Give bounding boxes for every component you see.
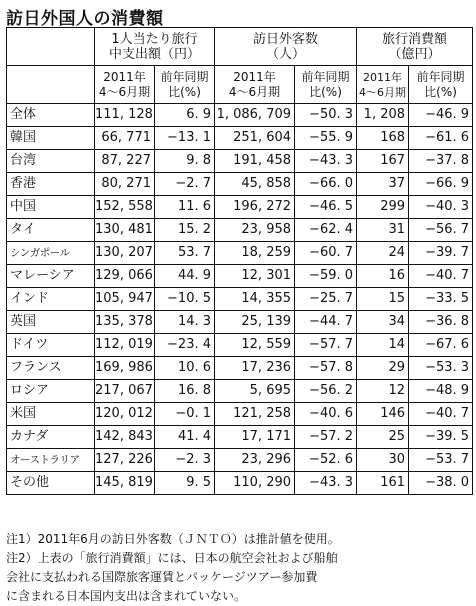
cell-spend-yoy: 9. 8 (155, 150, 215, 173)
table-row (7, 403, 473, 426)
header-period (215, 66, 295, 104)
cell-visitors-yoy: −52. 6 (295, 449, 357, 472)
cell-consumption: 31 (357, 219, 409, 242)
header-consumption-line2: （億円） (388, 46, 441, 62)
cell-consumption: 15 (357, 288, 409, 311)
header-visitors (215, 28, 357, 66)
cell-spend-yoy: −0. 1 (155, 403, 215, 426)
header-period (357, 66, 409, 104)
row-name: 中国 (7, 196, 95, 219)
cell-spend-yoy: −2. 3 (155, 449, 215, 472)
cell-consumption-yoy: −46. 9 (409, 104, 473, 127)
cell-spend: 105, 947 (95, 288, 155, 311)
header-period-line1: 2011年 (363, 70, 403, 84)
cell-spend: 120, 012 (95, 403, 155, 426)
table-row (7, 311, 473, 334)
cell-visitors-yoy: −50. 3 (295, 104, 357, 127)
cell-visitors: 191, 458 (215, 150, 295, 173)
cell-visitors-yoy: −57. 8 (295, 357, 357, 380)
table-row (7, 150, 473, 173)
cell-visitors: 17, 171 (215, 426, 295, 449)
header-period-line1: 2011年 (103, 69, 146, 84)
row-name: カナダ (7, 426, 95, 449)
header-consumption-line1: 旅行消費額 (382, 31, 448, 47)
row-name: オーストラリア (7, 449, 95, 472)
header-yoy (409, 66, 473, 104)
cell-spend: 66, 771 (95, 127, 155, 150)
cell-spend-yoy: 14. 3 (155, 311, 215, 334)
cell-visitors-yoy: −40. 6 (295, 403, 357, 426)
cell-spend-yoy: 16. 8 (155, 380, 215, 403)
header-yoy (155, 66, 215, 104)
table-row (7, 449, 473, 472)
cell-spend-yoy: 44. 9 (155, 265, 215, 288)
header-period-line1: 2011年 (233, 69, 276, 84)
page-title: 訪日外国人の消費額 (6, 9, 164, 29)
cell-visitors: 18, 259 (215, 242, 295, 265)
cell-visitors-yoy: −44. 7 (295, 311, 357, 334)
cell-spend: 111, 128 (95, 104, 155, 127)
cell-spend: 130, 481 (95, 219, 155, 242)
header-yoy-line2: 比(%) (424, 84, 457, 99)
header-yoy-line2: 比(%) (309, 84, 342, 99)
row-name: タイ (7, 219, 95, 242)
cell-consumption-yoy: −38. 0 (409, 472, 473, 495)
header-yoy-line2: 比(%) (168, 84, 201, 99)
header-spend-line1: 1人当たり旅行 (111, 31, 198, 47)
table-row (7, 357, 473, 380)
footnote-line: 会社に支払われる国際旅客運賃とパッケージツアー参加費 (6, 570, 318, 584)
table-row (7, 426, 473, 449)
row-name: その他 (7, 472, 95, 495)
cell-consumption: 168 (357, 127, 409, 150)
header-spend-line2: 中支出額（円） (109, 46, 201, 62)
cell-consumption: 25 (357, 426, 409, 449)
header-period-line2: 4〜6月期 (359, 85, 407, 99)
table-row (7, 472, 473, 495)
row-name: ロシア (7, 380, 95, 403)
cell-spend: 112, 019 (95, 334, 155, 357)
cell-spend-yoy: −10. 5 (155, 288, 215, 311)
cell-visitors-yoy: −43. 3 (295, 472, 357, 495)
row-name: マレーシア (7, 265, 95, 288)
table-row (7, 219, 473, 242)
row-name: ドイツ (7, 334, 95, 357)
header-period-line2: 4〜6月期 (228, 84, 281, 99)
cell-spend-yoy: 9. 5 (155, 472, 215, 495)
cell-consumption: 14 (357, 334, 409, 357)
cell-consumption: 29 (357, 357, 409, 380)
row-name: 英国 (7, 311, 95, 334)
cell-consumption-yoy: −40. 7 (409, 265, 473, 288)
table-row (7, 104, 473, 127)
header-yoy (295, 66, 357, 104)
cell-consumption-yoy: −61. 6 (409, 127, 473, 150)
cell-consumption: 24 (357, 242, 409, 265)
cell-visitors-yoy: −60. 7 (295, 242, 357, 265)
header-visitors-line2: （人） (266, 46, 306, 62)
table-row (7, 380, 473, 403)
cell-visitors-yoy: −43. 3 (295, 150, 357, 173)
cell-spend-yoy: −13. 1 (155, 127, 215, 150)
row-name: 香港 (7, 173, 95, 196)
cell-visitors: 25, 139 (215, 311, 295, 334)
footnotes (6, 530, 472, 606)
header-visitors-line1: 訪日外客数 (253, 31, 319, 47)
cell-spend: 87, 227 (95, 150, 155, 173)
cell-consumption-yoy: −48. 9 (409, 380, 473, 403)
table-row (7, 242, 473, 265)
row-name: 全体 (7, 104, 95, 127)
cell-visitors-yoy: −25. 7 (295, 288, 357, 311)
header-blank-sub (7, 66, 95, 104)
cell-spend: 152, 558 (95, 196, 155, 219)
cell-visitors: 121, 258 (215, 403, 295, 426)
cell-spend-yoy: 41. 4 (155, 426, 215, 449)
cell-visitors: 1, 086, 709 (215, 104, 295, 127)
cell-consumption: 34 (357, 311, 409, 334)
row-name: フランス (7, 357, 95, 380)
cell-consumption: 167 (357, 150, 409, 173)
cell-consumption: 146 (357, 403, 409, 426)
cell-consumption: 1, 208 (357, 104, 409, 127)
table-row (7, 334, 473, 357)
row-name: 韓国 (7, 127, 95, 150)
header-blank (7, 28, 95, 66)
cell-consumption-yoy: −56. 7 (409, 219, 473, 242)
cell-visitors: 110, 290 (215, 472, 295, 495)
cell-visitors: 14, 355 (215, 288, 295, 311)
cell-spend: 127, 226 (95, 449, 155, 472)
header-consumption (357, 28, 473, 66)
cell-visitors: 17, 236 (215, 357, 295, 380)
header-yoy-line1: 前年同期 (301, 69, 350, 84)
row-name: シンガポール (7, 242, 95, 265)
cell-spend-yoy: −23. 4 (155, 334, 215, 357)
cell-spend-yoy: 11. 6 (155, 196, 215, 219)
cell-visitors: 251, 604 (215, 127, 295, 150)
cell-visitors: 12, 301 (215, 265, 295, 288)
cell-consumption-yoy: −66. 9 (409, 173, 473, 196)
table-row (7, 196, 473, 219)
row-name: インド (7, 288, 95, 311)
cell-visitors: 23, 958 (215, 219, 295, 242)
cell-spend: 129, 066 (95, 265, 155, 288)
cell-consumption-yoy: −36. 8 (409, 311, 473, 334)
cell-spend: 135, 378 (95, 311, 155, 334)
cell-spend: 80, 271 (95, 173, 155, 196)
cell-visitors: 45, 858 (215, 173, 295, 196)
cell-spend-yoy: 6. 9 (155, 104, 215, 127)
cell-consumption-yoy: −40. 7 (409, 403, 473, 426)
cell-visitors-yoy: −55. 9 (295, 127, 357, 150)
cell-consumption-yoy: −53. 7 (409, 449, 473, 472)
cell-spend: 142, 843 (95, 426, 155, 449)
cell-visitors: 12, 559 (215, 334, 295, 357)
consumption-table (6, 27, 473, 495)
cell-spend-yoy: 15. 2 (155, 219, 215, 242)
cell-spend-yoy: 53. 7 (155, 242, 215, 265)
cell-visitors: 196, 272 (215, 196, 295, 219)
row-name: 台湾 (7, 150, 95, 173)
cell-visitors-yoy: −59. 0 (295, 265, 357, 288)
cell-consumption: 161 (357, 472, 409, 495)
header-yoy-line1: 前年同期 (160, 69, 209, 84)
cell-spend: 169, 986 (95, 357, 155, 380)
cell-visitors-yoy: −62. 4 (295, 219, 357, 242)
cell-visitors-yoy: −57. 2 (295, 426, 357, 449)
cell-consumption-yoy: −40. 3 (409, 196, 473, 219)
cell-visitors-yoy: −57. 7 (295, 334, 357, 357)
cell-visitors-yoy: −56. 2 (295, 380, 357, 403)
header-yoy-line1: 前年同期 (416, 69, 465, 84)
cell-consumption-yoy: −39. 5 (409, 426, 473, 449)
footnote-line: 注1）2011年6月の訪日外客数（ＪＮＴＯ）は推計値を使用。 (6, 532, 340, 546)
table-row (7, 288, 473, 311)
table-row (7, 265, 473, 288)
cell-spend-yoy: −2. 7 (155, 173, 215, 196)
cell-spend-yoy: 10. 6 (155, 357, 215, 380)
cell-spend: 145, 819 (95, 472, 155, 495)
cell-visitors: 23, 296 (215, 449, 295, 472)
cell-spend: 130, 207 (95, 242, 155, 265)
cell-consumption-yoy: −37. 8 (409, 150, 473, 173)
cell-consumption-yoy: −53. 3 (409, 357, 473, 380)
cell-visitors-yoy: −46. 5 (295, 196, 357, 219)
table-row (7, 173, 473, 196)
cell-consumption: 37 (357, 173, 409, 196)
cell-consumption: 12 (357, 380, 409, 403)
table-row (7, 127, 473, 150)
cell-consumption-yoy: −67. 6 (409, 334, 473, 357)
footnote-line: 注2）上表の「旅行消費額」には、日本の航空会社および船舶 (6, 551, 338, 565)
footnote-line: に含まれる日本国内支出は含まれていない。 (6, 589, 247, 603)
row-name: 米国 (7, 403, 95, 426)
cell-visitors: 5, 695 (215, 380, 295, 403)
cell-consumption: 30 (357, 449, 409, 472)
cell-consumption-yoy: −39. 7 (409, 242, 473, 265)
cell-consumption: 299 (357, 196, 409, 219)
header-period-line2: 4〜6月期 (98, 84, 151, 99)
cell-visitors-yoy: −66. 0 (295, 173, 357, 196)
cell-consumption: 16 (357, 265, 409, 288)
header-spend-per-person (95, 28, 215, 66)
cell-consumption-yoy: −33. 5 (409, 288, 473, 311)
header-period (95, 66, 155, 104)
cell-spend: 217, 067 (95, 380, 155, 403)
